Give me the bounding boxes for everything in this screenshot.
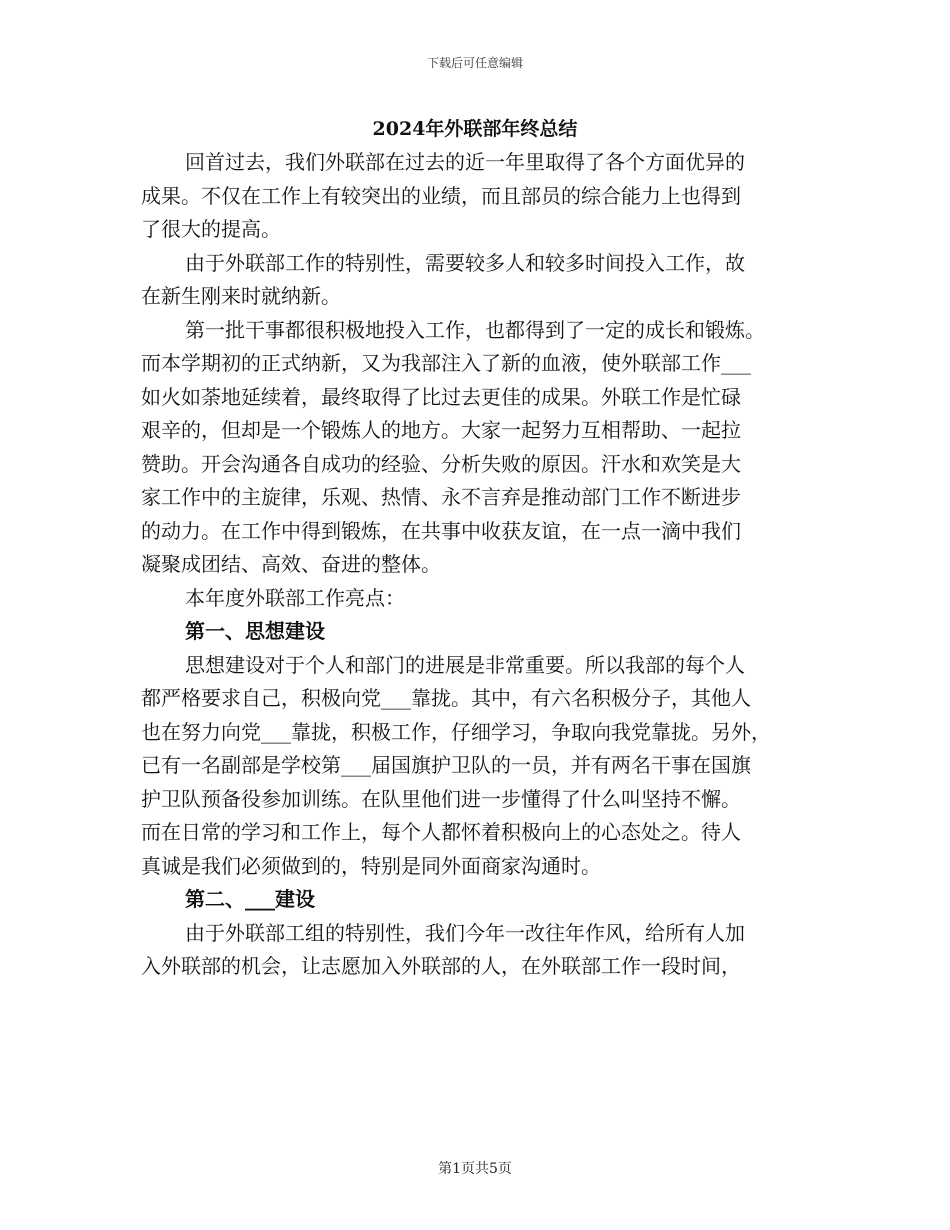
text-line: 也在努力向党___靠拢，积极工作，仔细学习，争取向我党靠拢。另外，	[141, 719, 771, 744]
text-line: 由于外联部工组的特别性，我们今年一改往年作风，给所有人加	[185, 920, 745, 945]
text-line: 了很大的提高。	[141, 217, 281, 241]
text-line: 在新生刚来时就纳新。	[141, 284, 341, 308]
section-heading: 第一、思想建设	[185, 619, 325, 643]
text-line: 的动力。在工作中得到锻炼，在共事中收获友谊，在一点一滴中我们	[141, 518, 741, 543]
paragraph-highlights-intro	[141, 582, 821, 616]
text-line: 都严格要求自己，积极向党___靠拢。其中，有六名积极分子，其他人	[141, 686, 751, 710]
text-line: 真诚是我们必须做到的，特别是同外面商家沟通时。	[141, 853, 601, 878]
paragraph-growth	[141, 314, 821, 582]
section-heading-2	[141, 883, 821, 917]
text-line: 本年度外联部工作亮点：	[185, 585, 405, 610]
section-heading-1	[141, 615, 821, 649]
text-line: 护卫队预备役参加训练。在队里他们进一步懂得了什么叫坚持不懈。	[141, 786, 741, 811]
text-line: 凝聚成团结、高效、奋进的整体。	[141, 552, 441, 576]
text-line: 赞助。开会沟通各自成功的经验、分析失败的原因。汗水和欢笑是大	[141, 451, 741, 476]
document-title: 2024年外联部年终总结	[372, 118, 578, 140]
paragraph-recruitment	[141, 247, 821, 314]
text-line: 如火如荼地延续着，最终取得了比过去更佳的成果。外联工作是忙碌	[141, 384, 741, 409]
text-line: 艰辛的，但却是一个锻炼人的地方。大家一起努力互相帮助、一起拉	[141, 418, 741, 442]
text-line: 家工作中的主旋律，乐观、热情、永不言弃是推动部门工作不断进步	[141, 485, 741, 509]
section-heading: 第二、___建设	[185, 887, 315, 911]
paragraph-intro	[141, 146, 821, 247]
text-line: 思想建设对于个人和部门的进展是非常重要。所以我部的每个人	[185, 652, 745, 677]
text-line: 而本学期初的正式纳新，又为我部注入了新的血液，使外联部工作___	[141, 351, 751, 375]
text-line: 回首过去，我们外联部在过去的近一年里取得了各个方面优异的	[185, 150, 745, 174]
document-body	[141, 146, 821, 984]
page-footer: 第1页共5页	[438, 1161, 512, 1177]
paragraph-organization	[141, 917, 821, 984]
header-note: 下载后可任意编辑	[426, 56, 523, 70]
text-line: 已有一名副部是学校第___届国旗护卫队的一员，并有两名干事在国旗	[141, 753, 751, 777]
text-line: 第一批干事都很积极地投入工作，也都得到了一定的成长和锻炼。	[185, 317, 765, 342]
text-line: 而在日常的学习和工作上，每个人都怀着积极向上的心态处之。待人	[141, 820, 741, 844]
paragraph-ideology	[141, 649, 821, 884]
text-line: 入外联部的机会，让志愿加入外联部的人，在外联部工作一段时间，	[141, 954, 741, 978]
text-line: 由于外联部工作的特别性，需要较多人和较多时间投入工作，故	[185, 250, 745, 275]
text-line: 成果。不仅在工作上有较突出的业绩，而且部员的综合能力上也得到	[141, 183, 741, 208]
